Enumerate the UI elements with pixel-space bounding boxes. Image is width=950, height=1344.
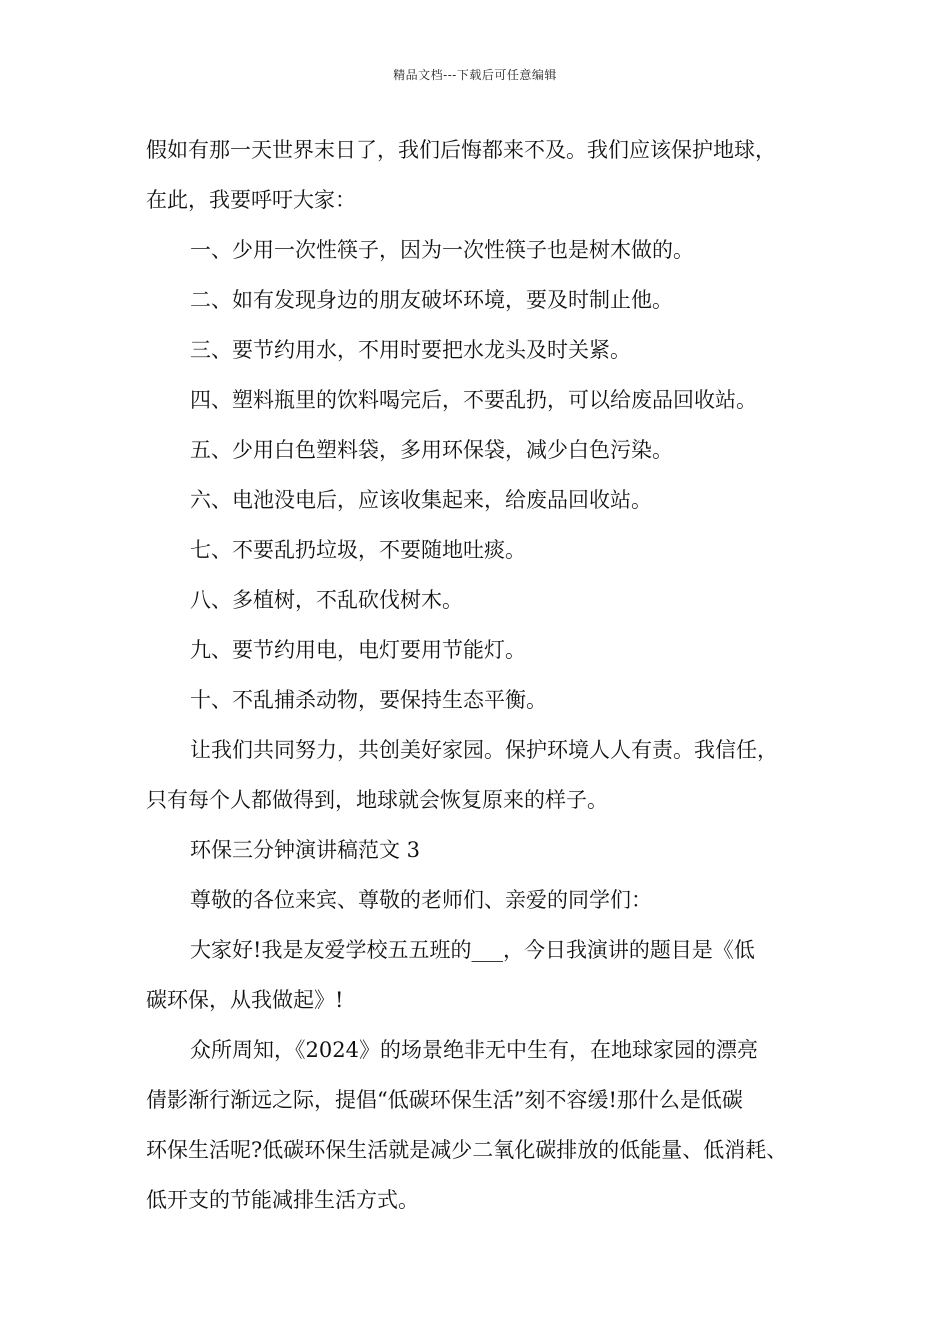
- paragraph-line: 大家好!我是友爱学校五五班的___，今日我演讲的题目是《低: [190, 938, 755, 962]
- list-item: 四、塑料瓶里的饮料喝完后，不要乱扔，可以给废品回收站。: [190, 388, 757, 412]
- list-item: 七、不要乱扔垃圾，不要随地吐痰。: [190, 538, 526, 562]
- paragraph-line: 假如有那一天世界末日了，我们后悔都来不及。我们应该保护地球，: [146, 138, 776, 162]
- list-item: 二、如有发现身边的朋友破坏环境，要及时制止他。: [190, 288, 673, 312]
- list-item: 九、要节约用电，电灯要用节能灯。: [190, 638, 526, 662]
- list-item: 六、电池没电后，应该收集起来，给废品回收站。: [190, 488, 652, 512]
- page-header: 精品文档---下载后可任意编辑: [393, 68, 557, 82]
- paragraph-line: 尊敬的各位来宾、尊敬的老师们、亲爱的同学们：: [190, 888, 652, 912]
- list-item: 三、要节约用水，不用时要把水龙头及时关紧。: [190, 338, 631, 362]
- paragraph-line: 低开支的节能减排生活方式。: [146, 1188, 419, 1212]
- paragraph-line: 众所周知，《2024》的场景绝非无中生有，在地球家园的漂亮: [190, 1038, 758, 1062]
- paragraph-line: 只有每个人都做得到，地球就会恢复原来的样子。: [146, 788, 608, 812]
- paragraph-line: 在此，我要呼吁大家：: [146, 188, 356, 212]
- paragraph-line: 碳环保，从我做起》!: [146, 988, 344, 1012]
- section-title: 环保三分钟演讲稿范文 3: [190, 838, 421, 862]
- list-item: 一、少用一次性筷子，因为一次性筷子也是树木做的。: [190, 238, 694, 262]
- list-item: 十、不乱捕杀动物，要保持生态平衡。: [190, 688, 547, 712]
- paragraph-line: 倩影渐行渐远之际，提倡“低碳环保生活”刻不容缓!那什么是低碳: [146, 1088, 743, 1112]
- list-item: 五、少用白色塑料袋，多用环保袋，减少白色污染。: [190, 438, 673, 462]
- paragraph-line: 环保生活呢?低碳环保生活就是减少二氧化碳排放的低能量、低消耗、: [146, 1138, 788, 1162]
- list-item: 八、多植树，不乱砍伐树木。: [190, 588, 463, 612]
- paragraph-line: 让我们共同努力，共创美好家园。保护环境人人有责。我信任，: [190, 738, 778, 762]
